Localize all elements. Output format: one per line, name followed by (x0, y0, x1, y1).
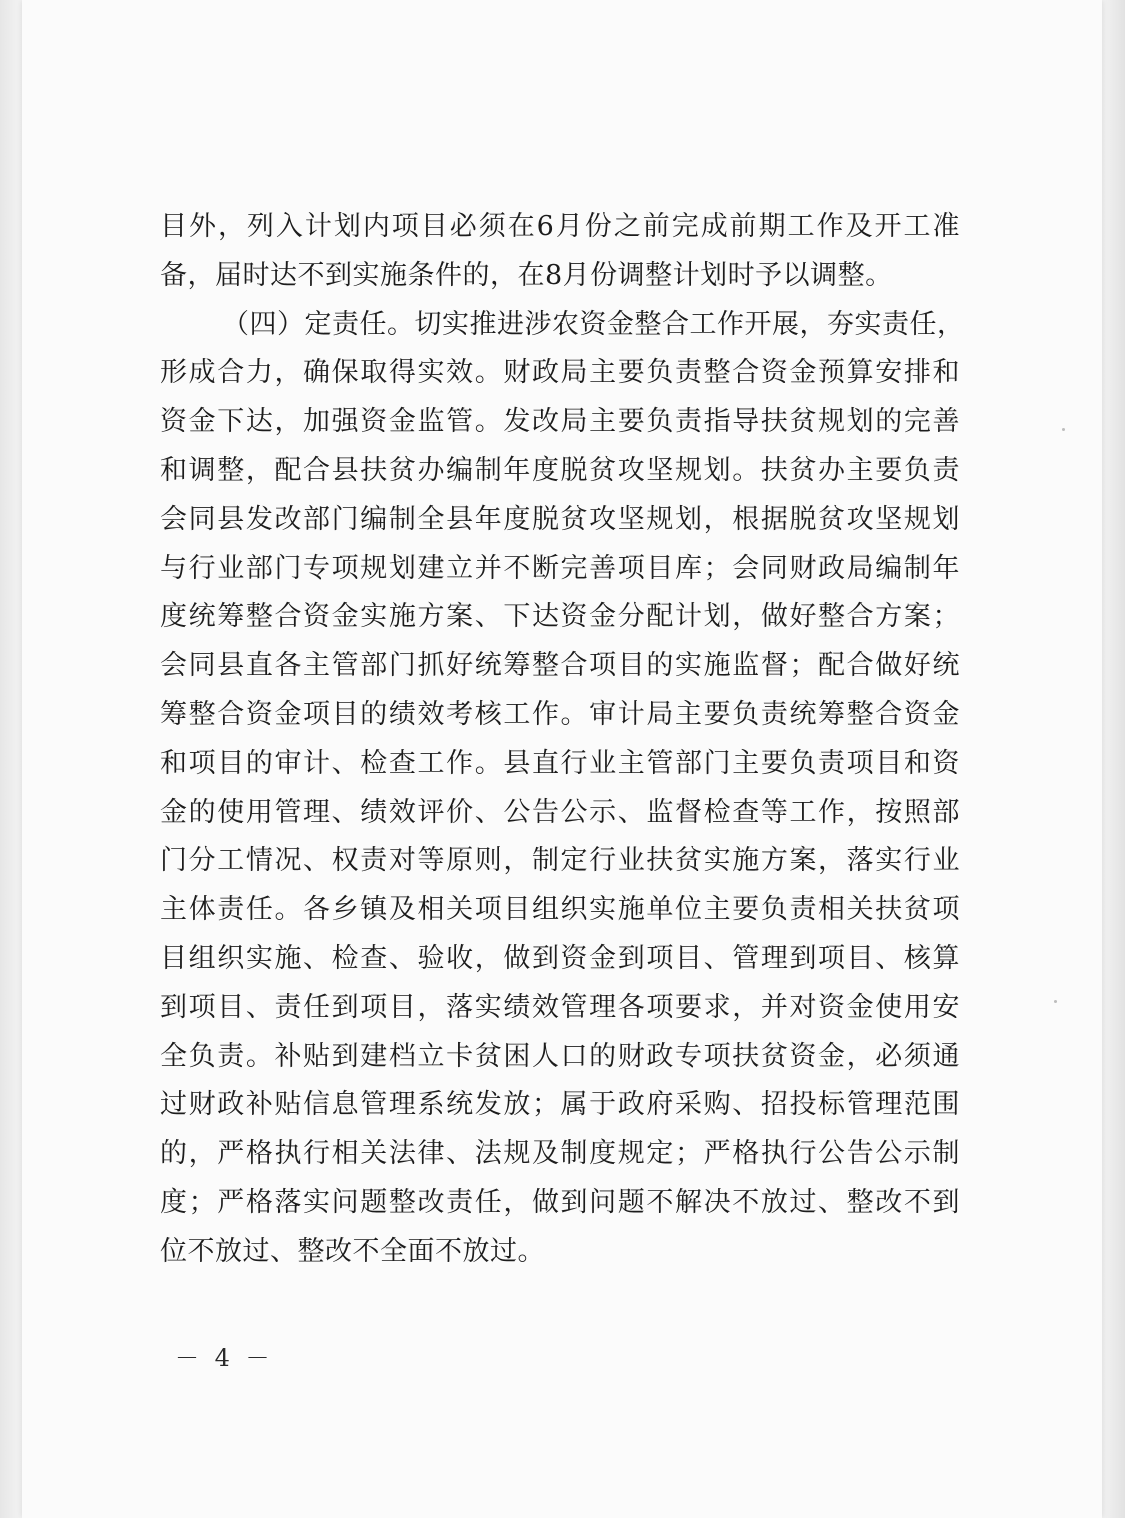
text-line: 位不放过、整改不全面不放过。 (160, 1235, 545, 1267)
text-line: 形成合力，确保取得实效。财政局主要负责整合资金预算安排和 (160, 357, 960, 389)
text-line: 度；严格落实问题整改责任，做到问题不解决不放过、整改不到 (160, 1186, 960, 1218)
scan-left-margin (0, 0, 22, 1518)
scan-speck (1054, 1000, 1057, 1003)
text-line: 和调整，配合县扶贫办编制年度脱贫攻坚规划。扶贫办主要负责 (160, 454, 960, 486)
text-line: 资金下达，加强资金监管。发改局主要负责指导扶贫规划的完善 (160, 406, 960, 438)
text-line: 会同县发改部门编制全县年度脱贫攻坚规划，根据脱贫攻坚规划 (160, 503, 960, 535)
text-line: 和项目的审计、检查工作。县直行业主管部门主要负责项目和资 (160, 747, 960, 779)
page-number: － 4 － (175, 1344, 274, 1372)
text-line: 到项目、责任到项目，落实绩效管理各项要求，并对资金使用安 (160, 991, 960, 1023)
scan-speck (1062, 428, 1065, 431)
text-line: 全负责。补贴到建档立卡贫困人口的财政专项扶贫资金，必须通 (160, 1040, 960, 1072)
text-line: 与行业部门专项规划建立并不断完善项目库；会同财政局编制年 (160, 552, 960, 584)
text-line: 度统筹整合资金实施方案、下达资金分配计划，做好整合方案； (160, 601, 960, 633)
text-line: 门分工情况、权责对等原则，制定行业扶贫实施方案，落实行业 (160, 845, 960, 877)
text-line: 目组织实施、检查、验收，做到资金到项目、管理到项目、核算 (160, 942, 960, 974)
text-line: 会同县直各主管部门抓好统筹整合项目的实施监督；配合做好统 (160, 650, 960, 682)
text-line: 的，严格执行相关法律、法规及制度规定；严格执行公告公示制 (160, 1138, 960, 1170)
scan-right-margin (1102, 0, 1125, 1518)
section-heading-line: （四）定责任。切实推进涉农资金整合工作开展，夯实责任， (222, 308, 965, 340)
text-line: 目外，列入计划内项目必须在6月份之前完成前期工作及开工准 (160, 211, 960, 242)
text-line: 备，届时达不到实施条件的，在8月份调整计划时予以调整。 (160, 259, 893, 291)
text-line: 主体责任。各乡镇及相关项目组织实施单位主要负责相关扶贫项 (160, 894, 960, 926)
document-body-text (160, 203, 965, 1277)
text-line: 过财政补贴信息管理系统发放；属于政府采购、招投标管理范围 (160, 1089, 960, 1121)
text-line: 金的使用管理、绩效评价、公告公示、监督检查等工作，按照部 (160, 796, 960, 828)
text-line: 筹整合资金项目的绩效考核工作。审计局主要负责统筹整合资金 (160, 698, 960, 730)
